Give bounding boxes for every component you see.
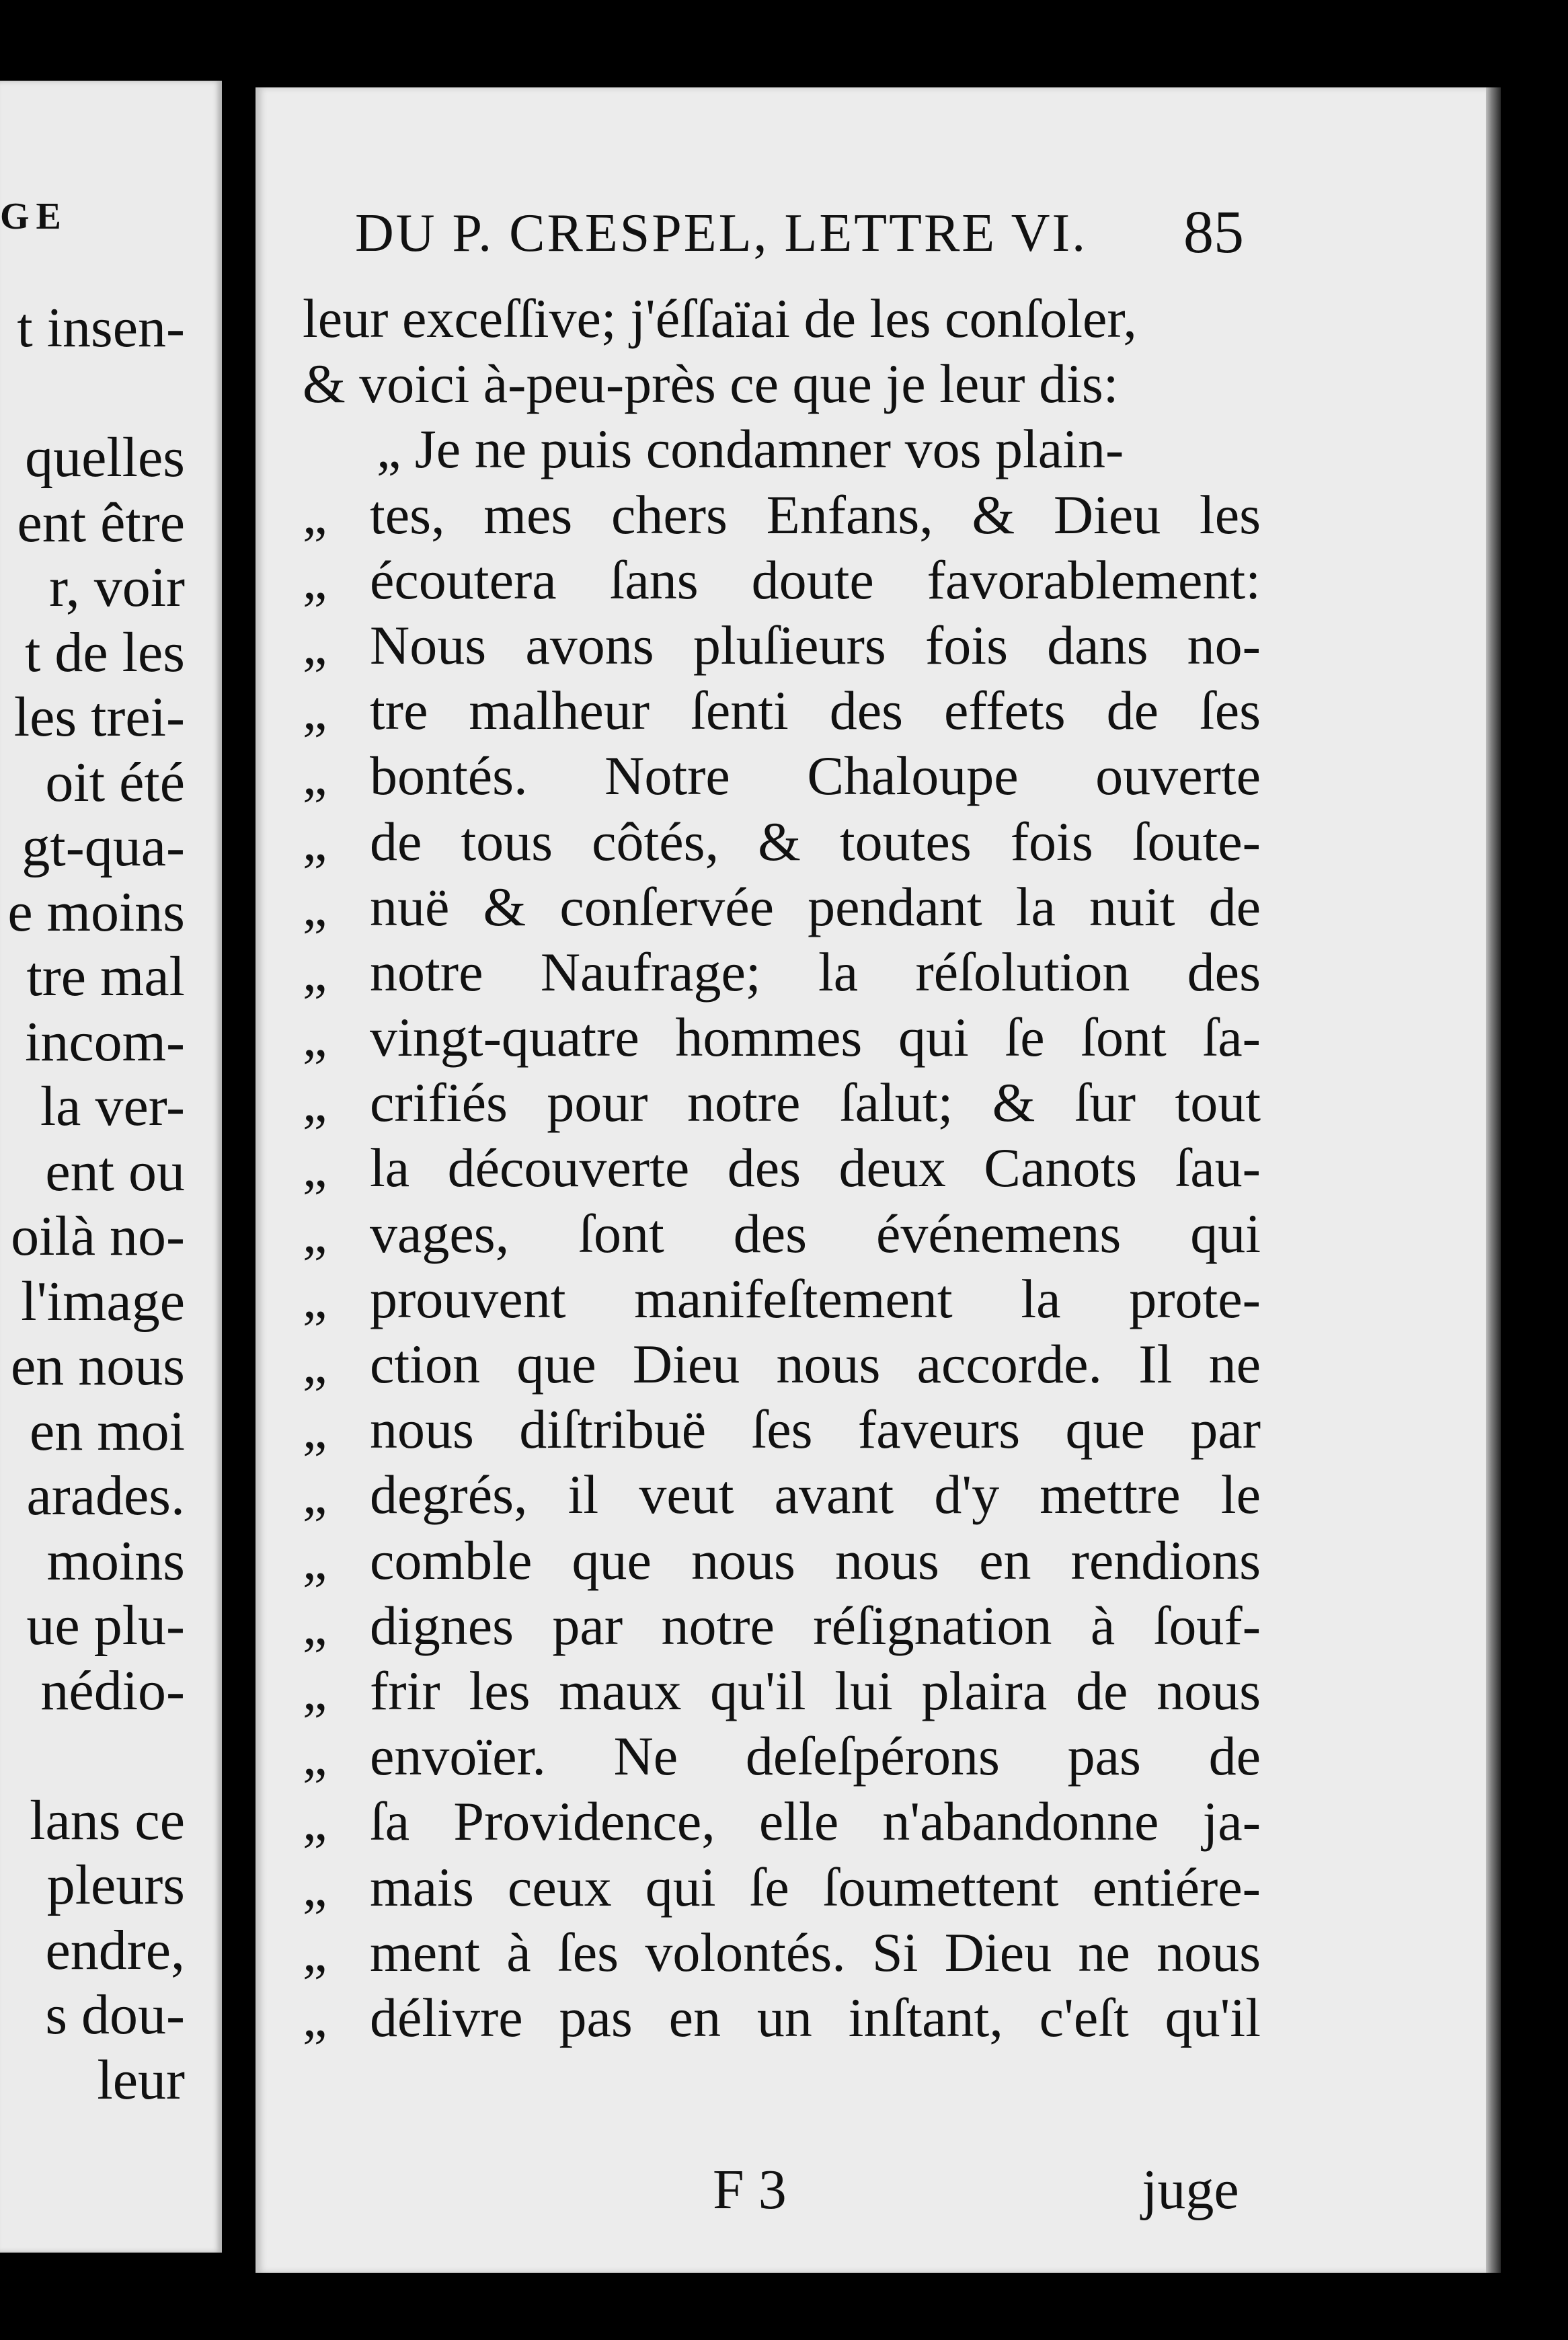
left-fragment-line: ent être bbox=[17, 491, 185, 554]
body-line bbox=[303, 1331, 1261, 1397]
body-line bbox=[303, 1070, 1261, 1135]
body-line bbox=[303, 1855, 1261, 1920]
left-fragment-line: ue plu- bbox=[26, 1594, 185, 1657]
left-fragment-line: oilà no- bbox=[11, 1205, 185, 1268]
body-line-text: leur exceſſive; j'éſſaïai de les conſoler, bbox=[303, 288, 1137, 349]
quotation-mark: „ bbox=[303, 1464, 327, 1526]
left-fragment-line: ent ou bbox=[45, 1140, 185, 1203]
left-fragment-line: les trei- bbox=[13, 686, 185, 748]
body-line bbox=[303, 1201, 1261, 1266]
body-line-text: nous diſtribuë ſes faveurs que par bbox=[370, 1399, 1261, 1460]
left-fragment-line: en nous bbox=[11, 1335, 185, 1397]
body-line-text: notre Naufrage; la réſolution des bbox=[370, 941, 1261, 1003]
body-line bbox=[303, 1593, 1261, 1658]
left-fragment-line: e moins bbox=[7, 880, 185, 943]
body-line-text: envoïer. Ne deſeſpérons pas de bbox=[370, 1725, 1261, 1787]
body-line-text: vages, ſont des événemens qui bbox=[370, 1202, 1261, 1264]
quotation-mark: „ bbox=[303, 1856, 327, 1918]
quotation-mark: „ bbox=[303, 1791, 327, 1852]
quotation-mark: „ bbox=[303, 1529, 327, 1591]
body-line-text: de tous côtés, & toutes fois ſoute- bbox=[370, 810, 1261, 872]
catchword: juge bbox=[1142, 2158, 1239, 2221]
body-line-text: tes, mes chers Enfans, & Dieu les bbox=[370, 483, 1261, 545]
quotation-mark: „ bbox=[303, 745, 327, 807]
quotation-mark: „ bbox=[303, 1594, 327, 1656]
quotation-mark: „ bbox=[303, 810, 327, 872]
left-fragment-line: moins bbox=[46, 1529, 185, 1592]
body-line bbox=[303, 286, 1261, 351]
body-line bbox=[303, 939, 1261, 1005]
body-line bbox=[303, 482, 1261, 547]
left-fragment-line: leur bbox=[97, 2048, 185, 2111]
quotation-mark: „ bbox=[303, 1072, 327, 1134]
left-fragment-line: t insen- bbox=[17, 297, 185, 359]
quotation-mark: „ bbox=[303, 1399, 327, 1460]
body-line bbox=[303, 1528, 1261, 1593]
left-fragment-line: tre mal bbox=[26, 945, 185, 1008]
quotation-mark: „ bbox=[303, 680, 327, 742]
left-text-fragment bbox=[7, 296, 185, 2113]
quotation-mark: „ bbox=[303, 1202, 327, 1264]
quotation-mark: „ bbox=[303, 1660, 327, 1721]
body-line-text: crifiés pour notre ſalut; & ſur tout bbox=[370, 1072, 1261, 1134]
left-page-fragment bbox=[0, 81, 222, 2253]
left-fragment-line: l'image bbox=[21, 1270, 185, 1333]
body-line bbox=[303, 1462, 1261, 1527]
left-fragment-line bbox=[7, 1723, 185, 1789]
quotation-mark: „ bbox=[303, 614, 327, 676]
page-number: 85 bbox=[1183, 199, 1244, 266]
body-line bbox=[303, 1135, 1261, 1200]
quotation-mark: „ bbox=[303, 1986, 327, 2048]
left-fragment-line: arades. bbox=[26, 1465, 185, 1527]
left-fragment-line: nédio- bbox=[40, 1659, 185, 1722]
quotation-mark: „ bbox=[303, 1725, 327, 1787]
body-line-text: bontés. Notre Chaloupe ouverte bbox=[370, 745, 1261, 807]
page-edge-shadow bbox=[1486, 87, 1501, 2273]
body-line bbox=[303, 1920, 1261, 1985]
body-line-text: ction que Dieu nous accorde. Il ne bbox=[370, 1333, 1261, 1395]
left-fragment-line: lans ce bbox=[30, 1789, 185, 1852]
quotation-mark: „ bbox=[303, 1007, 327, 1068]
left-fragment-line: s dou- bbox=[45, 1984, 185, 2046]
body-line bbox=[303, 874, 1261, 939]
body-line-text: „ Je ne puis condamner vos plain- bbox=[377, 418, 1124, 480]
quotation-mark: „ bbox=[303, 875, 327, 937]
quotation-mark: „ bbox=[303, 483, 327, 545]
body-line bbox=[303, 1397, 1261, 1462]
quotation-mark: „ bbox=[303, 1137, 327, 1199]
body-line bbox=[303, 809, 1261, 874]
body-line-text: dignes par notre réſignation à ſouf- bbox=[370, 1594, 1261, 1656]
quotation-mark: „ bbox=[303, 1333, 327, 1395]
body-line-text: mais ceux qui ſe ſoumettent entiére- bbox=[370, 1856, 1261, 1918]
body-line-text: vingt-quatre hommes qui ſe ſont ſa- bbox=[370, 1007, 1261, 1068]
body-text bbox=[303, 286, 1261, 2050]
left-fragment-line: gt-qua- bbox=[22, 816, 185, 878]
left-fragment-line: pleurs bbox=[46, 1854, 185, 1916]
body-line bbox=[303, 1723, 1261, 1789]
body-line bbox=[303, 678, 1261, 743]
left-fragment-line: quelles bbox=[25, 426, 185, 489]
left-fragment-line: en moi bbox=[30, 1399, 185, 1462]
body-line bbox=[303, 351, 1261, 416]
body-line-text: Nous avons pluſieurs fois dans no- bbox=[370, 614, 1261, 676]
body-line bbox=[303, 1005, 1261, 1070]
left-fragment-line: t de les bbox=[25, 621, 185, 684]
left-fragment-line: incom- bbox=[25, 1010, 185, 1073]
body-line-text: écoutera ſans doute favorablement: bbox=[370, 549, 1261, 611]
left-running-head-fragment: GE bbox=[0, 196, 68, 237]
body-line bbox=[303, 1658, 1261, 1723]
signature-mark: F 3 bbox=[713, 2158, 787, 2221]
body-line bbox=[303, 613, 1261, 678]
left-fragment-line bbox=[7, 361, 185, 426]
body-line-text: & voici à-peu-près ce que je leur dis: bbox=[303, 353, 1119, 415]
body-line bbox=[303, 1789, 1261, 1854]
quotation-mark: „ bbox=[303, 549, 327, 611]
left-fragment-line: oit été bbox=[45, 750, 185, 814]
quotation-mark: „ bbox=[303, 1268, 327, 1329]
body-line-text: tre malheur ſenti des effets de ſes bbox=[370, 680, 1261, 742]
running-head: DU P. CRESPEL, LETTRE VI. bbox=[355, 204, 1088, 263]
body-line-text: prouvent manifeſtement la prote- bbox=[370, 1268, 1261, 1329]
body-line bbox=[303, 1985, 1261, 2050]
body-line-text: nuë & conſervée pendant la nuit de bbox=[370, 875, 1261, 937]
body-line-text: degrés, il veut avant d'y mettre le bbox=[370, 1464, 1261, 1526]
quotation-mark: „ bbox=[303, 1921, 327, 1983]
left-fragment-line: la ver- bbox=[40, 1075, 185, 1138]
body-line bbox=[303, 547, 1261, 613]
right-page bbox=[256, 87, 1486, 2273]
left-fragment-line: r, voir bbox=[49, 556, 185, 619]
body-line bbox=[303, 743, 1261, 808]
body-line-text: ſa Providence, elle n'abandonne ja- bbox=[370, 1791, 1261, 1852]
body-line bbox=[303, 416, 1261, 481]
body-line bbox=[303, 1266, 1261, 1331]
body-line-text: délivre pas en un inſtant, c'eſt qu'il bbox=[370, 1986, 1261, 2048]
body-line-text: ment à ſes volontés. Si Dieu ne nous bbox=[370, 1921, 1261, 1983]
body-line-text: frir les maux qu'il lui plaira de nous bbox=[370, 1660, 1261, 1721]
left-fragment-line: endre, bbox=[45, 1918, 185, 1982]
quotation-mark: „ bbox=[303, 941, 327, 1003]
body-line-text: comble que nous nous en rendions bbox=[370, 1529, 1261, 1591]
body-line-text: la découverte des deux Canots ſau- bbox=[370, 1137, 1261, 1199]
